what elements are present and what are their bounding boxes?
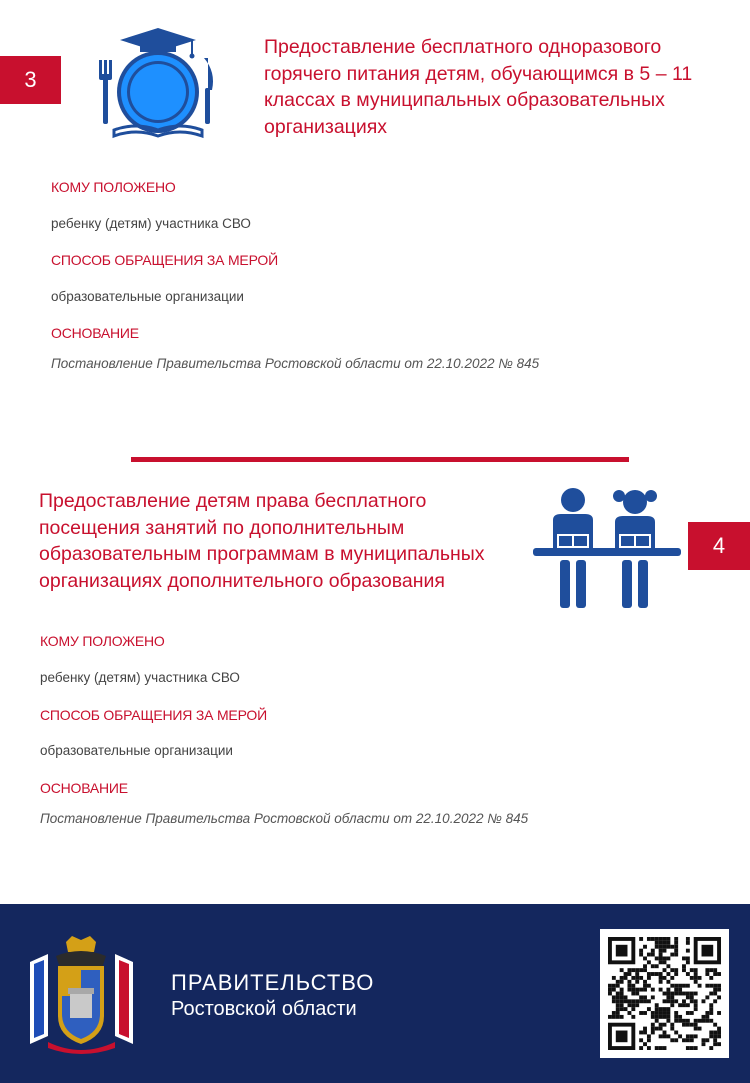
- how-label: СПОСОБ ОБРАЩЕНИЯ ЗА МЕРОЙ: [40, 707, 267, 723]
- basis-label: ОСНОВАНИЕ: [40, 780, 128, 796]
- section-number: 3: [24, 67, 37, 92]
- who-value: ребенку (детям) участника СВО: [51, 216, 251, 231]
- title-line: классах в муниципальных образовательных: [264, 89, 665, 111]
- qr-pattern: [608, 937, 721, 1050]
- section-divider: [131, 457, 629, 462]
- footer: [0, 904, 750, 1083]
- section-title: [39, 488, 519, 594]
- section-number-badge: [688, 522, 750, 570]
- how-label: СПОСОБ ОБРАЩЕНИЯ ЗА МЕРОЙ: [51, 252, 278, 268]
- basis-value: Постановление Правительства Ростовской области от 22.10.2022 № 845: [40, 811, 529, 826]
- section-number-badge: [0, 56, 61, 104]
- basis-label: ОСНОВАНИЕ: [51, 325, 139, 341]
- basis-value: Постановление Правительства Ростовской области от 22.10.2022 № 845: [51, 356, 540, 371]
- footer-title: ПРАВИТЕЛЬСТВО: [171, 970, 375, 995]
- who-label: КОМУ ПОЛОЖЕНО: [51, 179, 176, 195]
- section-title: [264, 34, 734, 140]
- title-line: посещения занятий по дополнительным: [39, 516, 405, 539]
- title-line: организациях дополнительного образования: [39, 569, 445, 592]
- dining-education-icon: [96, 26, 220, 142]
- title-line: Предоставление детям права бесплатного: [39, 490, 427, 512]
- students-reading-icon: [533, 486, 681, 610]
- title-line: образовательным программам в муниципальных: [39, 543, 485, 565]
- footer-subtitle: Ростовской области: [171, 998, 357, 1020]
- title-line: организациях: [264, 115, 388, 138]
- how-value: образовательные организации: [40, 743, 233, 758]
- how-value: образовательные организации: [51, 289, 244, 304]
- qr-code-icon[interactable]: [600, 929, 729, 1058]
- section-number: 4: [712, 533, 726, 558]
- who-label: КОМУ ПОЛОЖЕНО: [40, 633, 165, 649]
- title-line: Предоставление бесплатного одноразового: [264, 36, 662, 58]
- coat-of-arms-icon: [24, 934, 139, 1056]
- who-value: ребенку (детям) участника СВО: [40, 670, 240, 685]
- title-line: горячего питания детям, обучающимся в 5 – 11: [264, 62, 693, 85]
